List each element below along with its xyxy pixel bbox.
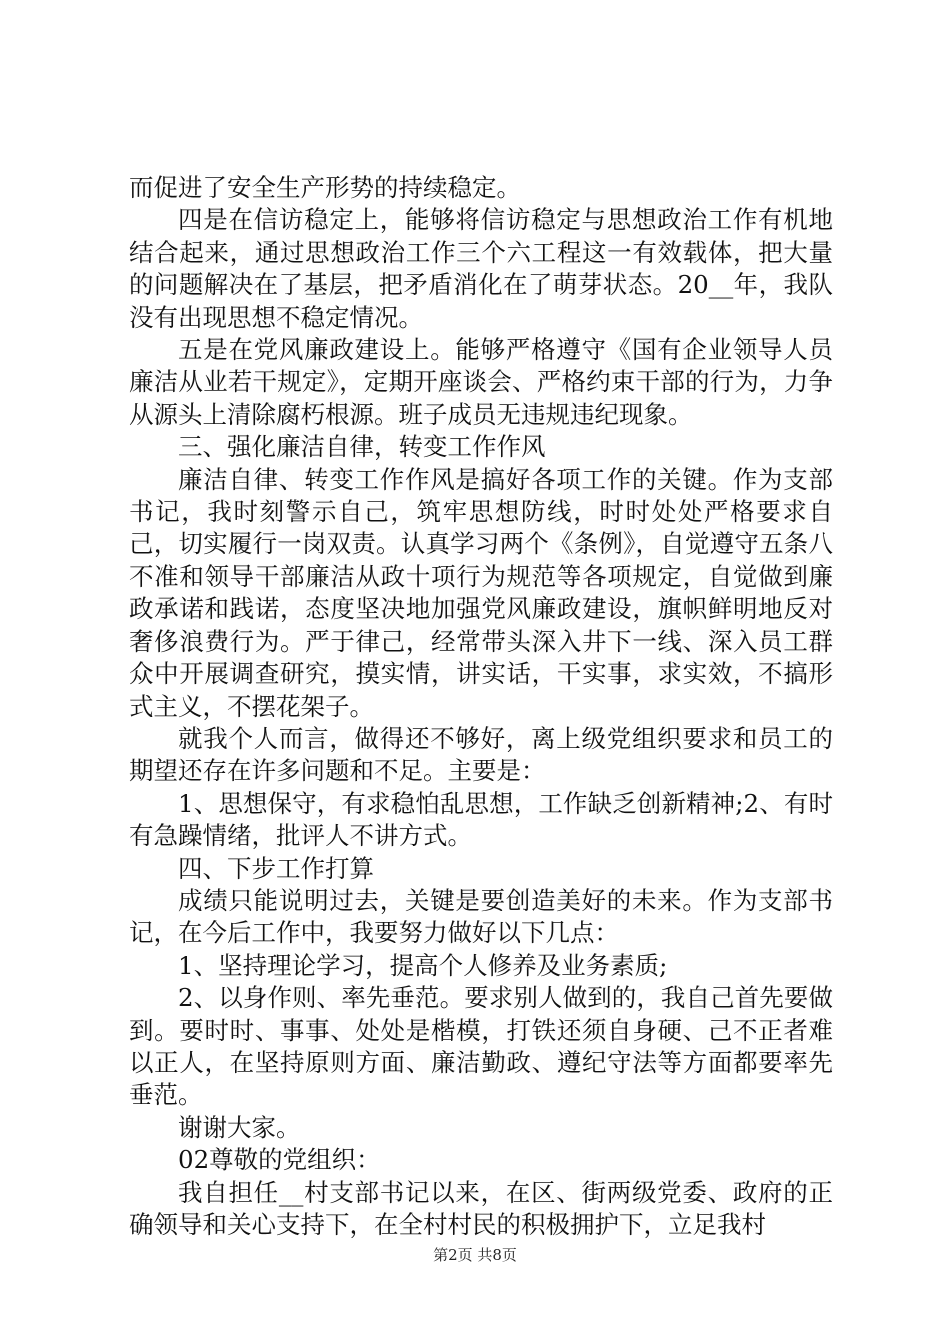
list-item-1: 1、坚持理论学习，提高个人修养及业务素质; — [178, 950, 668, 980]
paragraph-shortcomings-list: 1、思想保守，有求稳怕乱思想，工作缺乏创新精神;2、有时有急躁情绪，批评人不讲方式。 — [129, 788, 833, 851]
section-heading-4: 四、下步工作打算 — [178, 853, 374, 883]
section-heading-02: 02尊敬的党组织： — [178, 1145, 381, 1175]
page-footer — [0, 1246, 950, 1264]
section-heading-3: 三、强化廉洁自律，转变工作作风 — [178, 432, 546, 462]
list-item-2: 2、以身作则、率先垂范。要求别人做到的，我自己首先要做到。要时时、事事、处处是楷模，打铁还须自身硬、己不正者难以正人，在坚持原则方面、廉洁勤政、遵纪守法等方面都要率先垂范。 — [129, 983, 833, 1110]
paragraph-continuation: 而促进了安全生产形势的持续稳定。 — [129, 173, 521, 202]
paragraph-petition-stability: 四是在信访稳定上，能够将信访稳定与思想政治工作有机地结合起来，通过思想政治工作三个六工程这一有效载体，把大量的问题解决在了基层，把矛盾消化在了萌芽状态。20__年，我队没有出现思想不稳定情况。 — [129, 205, 833, 332]
document-body — [129, 172, 833, 1241]
paragraph-shortcomings-intro: 就我个人而言，做得还不够好，离上级党组织要求和员工的期望还存在许多问题和不足。主要是： — [129, 723, 833, 786]
paragraph-future-plan: 成绩只能说明过去，关键是要创造美好的未来。作为支部书记，在今后工作中，我要努力做好以下几点： — [129, 885, 833, 948]
paragraph-village-secretary: 我自担任__村支部书记以来，在区、街两级党委、政府的正确领导和关心支持下，在全村村民的积极拥护下，立足我村 — [129, 1177, 833, 1239]
paragraph-thanks: 谢谢大家。 — [178, 1112, 301, 1142]
page-number: 第2页 共8页 — [433, 1246, 517, 1264]
paragraph-self-discipline: 廉洁自律、转变工作作风是搞好各项工作的关键。作为支部书记，我时刻警示自己，筑牢思想防线，时时处处严格要求自己，切实履行一岗双责。认真学习两个《条例》，自觉遵守五条八不准和领导干部廉洁从政十项行为规范等各项规定，自觉做到廉政承诺和践诺，态度坚决地加强党风廉政建设，旗帜鲜明地反对奢侈浪费行为。严于律己，经常带头深入井下一线、深入员工群众中开展调查研究，摸实情，讲实话，干实事，求实效，不搞形式主义，不摆花架子。 — [129, 464, 833, 721]
paragraph-integrity-building: 五是在党风廉政建设上。能够严格遵守《国有企业领导人员廉洁从业若干规定》，定期开座谈会、严格约束干部的行为，力争从源头上清除腐朽根源。班子成员无违规违纪现象。 — [129, 335, 833, 429]
